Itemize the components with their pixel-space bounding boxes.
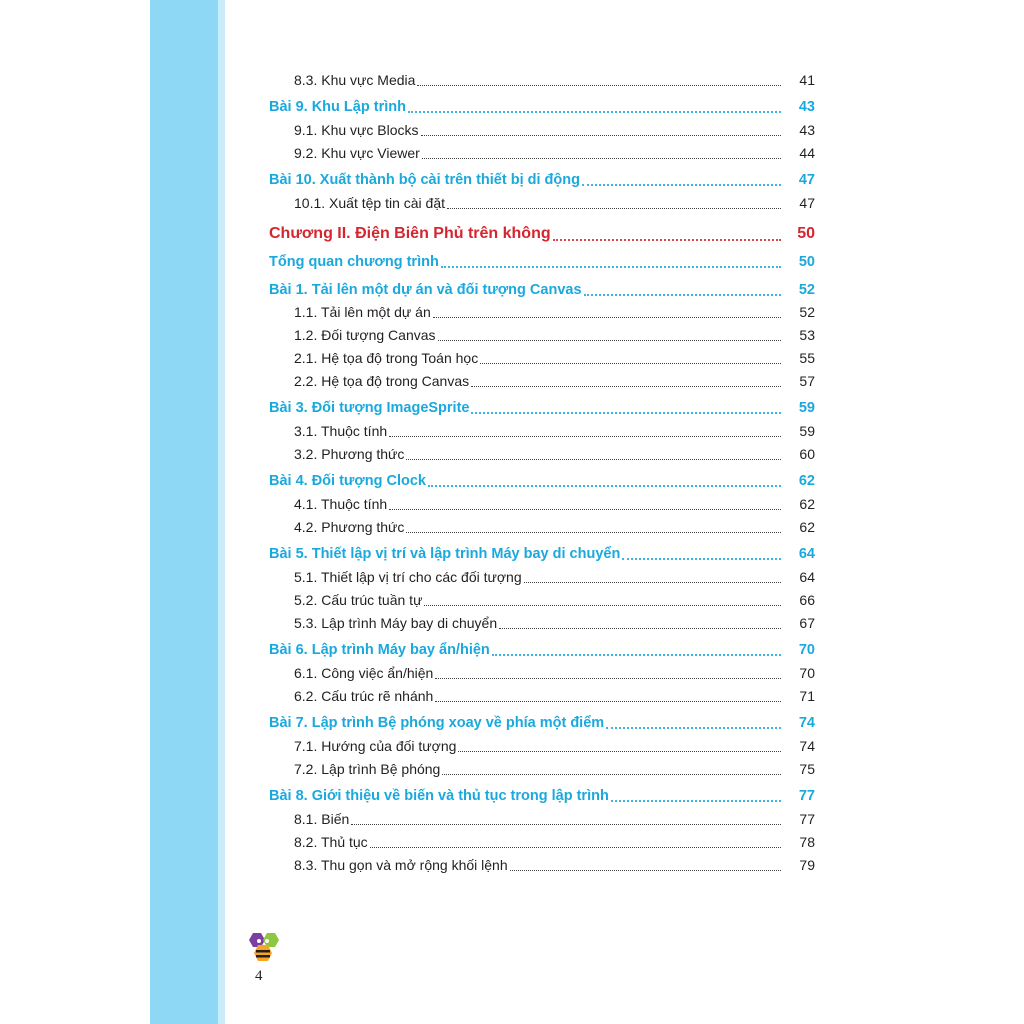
toc-entry-page: 59 <box>799 423 815 439</box>
toc-entry-page: 52 <box>799 304 815 320</box>
toc-entry-title: Bài 9. Khu Lập trình <box>269 99 406 115</box>
toc-entry-sub <box>0 517 1024 537</box>
toc-entry-lesson <box>0 170 1024 190</box>
toc-dot-leader <box>458 751 781 752</box>
toc-entry-title: Bài 8. Giới thiệu về biến và thủ tục trong lập trình <box>269 788 609 804</box>
toc-entry-lesson <box>0 471 1024 491</box>
toc-entry-page: 52 <box>798 282 815 298</box>
toc-entry-lesson <box>0 97 1024 117</box>
toc-entry-title: 4.1. Thuộc tính <box>294 496 388 512</box>
toc-entry-page: 64 <box>799 569 815 585</box>
toc-dot-leader <box>389 509 781 510</box>
toc-entry-title: Bài 3. Đối tượng ImageSprite <box>269 400 470 416</box>
toc-entry-lesson <box>0 640 1024 660</box>
toc-entry-title: 8.1. Biến <box>294 811 350 827</box>
toc-entry-page: 70 <box>798 642 815 658</box>
toc-dot-leader <box>406 532 781 533</box>
toc-entry-page: 57 <box>799 373 815 389</box>
toc-dot-leader <box>622 558 781 560</box>
toc-entry-page: 74 <box>798 715 815 731</box>
toc-entry-page: 79 <box>799 857 815 873</box>
toc-entry-sub <box>0 494 1024 514</box>
toc-dot-leader <box>471 412 781 414</box>
toc-entry-page: 62 <box>798 473 815 489</box>
toc-entry-page: 47 <box>799 195 815 211</box>
toc-entry-page: 43 <box>798 99 815 115</box>
toc-entry-sub <box>0 567 1024 587</box>
toc-entry-title: 2.2. Hệ tọa độ trong Canvas <box>294 373 470 389</box>
toc-dot-leader <box>524 582 781 583</box>
toc-dot-leader <box>433 317 781 318</box>
toc-entry-lesson <box>0 398 1024 418</box>
toc-entry-sub <box>0 613 1024 633</box>
toc-entry-page: 77 <box>799 811 815 827</box>
toc-dot-leader <box>441 266 781 268</box>
toc-dot-leader <box>442 774 781 775</box>
toc-entry-title: 3.1. Thuộc tính <box>294 423 388 439</box>
toc-entry-page: 59 <box>798 400 815 416</box>
toc-dot-leader <box>438 340 781 341</box>
toc-entry-title: 10.1. Xuất tệp tin cài đặt <box>294 195 445 211</box>
toc-dot-leader <box>611 800 781 802</box>
toc-dot-leader <box>435 701 781 702</box>
toc-entry-sub <box>0 809 1024 829</box>
toc-dot-leader <box>584 294 781 296</box>
toc-entry-title: Bài 6. Lập trình Máy bay ẩn/hiện <box>269 642 490 658</box>
toc-dot-leader <box>553 239 781 241</box>
toc-entry-lesson <box>0 713 1024 733</box>
toc-entry-title: 5.2. Cấu trúc tuần tự <box>294 592 423 608</box>
toc-dot-leader <box>424 605 781 606</box>
toc-entry-chapter <box>0 223 1024 245</box>
toc-entry-sub <box>0 759 1024 779</box>
toc-entry-sub <box>0 120 1024 140</box>
toc-entry-title: 9.1. Khu vực Blocks <box>294 122 419 138</box>
toc-entry-page: 75 <box>799 761 815 777</box>
toc-entry-page: 60 <box>799 446 815 462</box>
toc-dot-leader <box>492 654 781 656</box>
toc-entry-title: 8.3. Thu gọn và mở rộng khối lệnh <box>294 857 508 873</box>
toc-dot-leader <box>408 111 781 113</box>
toc-entry-sub <box>0 325 1024 345</box>
toc-entry-lesson <box>0 280 1024 300</box>
toc-entry-title: Chương II. Điện Biên Phủ trên không <box>269 225 551 242</box>
toc-entry-title: Bài 4. Đối tượng Clock <box>269 473 426 489</box>
page-number: 4 <box>255 968 263 984</box>
toc-entry-lesson <box>0 786 1024 806</box>
toc-entry-page: 53 <box>799 327 815 343</box>
toc-entry-page: 77 <box>798 788 815 804</box>
toc-entry-page: 62 <box>799 496 815 512</box>
toc-entry-title: Bài 10. Xuất thành bộ cài trên thiết bị di động <box>269 172 580 188</box>
toc-dot-leader <box>510 870 781 871</box>
toc-entry-title: 1.2. Đối tượng Canvas <box>294 327 436 343</box>
toc-dot-leader <box>351 824 781 825</box>
toc-entry-title: 2.1. Hệ tọa độ trong Toán học <box>294 350 479 366</box>
toc-entry-title: 5.1. Thiết lập vị trí cho các đối tượng <box>294 569 522 585</box>
toc-entry-page: 41 <box>799 72 815 88</box>
hexagon-bee-icon <box>243 932 283 968</box>
toc-entry-lesson <box>0 252 1024 272</box>
toc-entry-sub <box>0 371 1024 391</box>
toc-entry-title: 6.2. Cấu trúc rẽ nhánh <box>294 688 434 704</box>
toc-entry-title: 7.1. Hướng của đối tượng <box>294 738 457 754</box>
toc-entry-sub <box>0 444 1024 464</box>
toc-entry-page: 47 <box>798 172 815 188</box>
toc-entry-sub <box>0 832 1024 852</box>
toc-entry-page: 67 <box>799 615 815 631</box>
toc-entry-page: 78 <box>799 834 815 850</box>
toc-entry-title: 6.1. Công việc ẩn/hiện <box>294 665 434 681</box>
toc-entry-lesson <box>0 544 1024 564</box>
toc-dot-leader <box>389 436 781 437</box>
toc-dot-leader <box>422 158 781 159</box>
toc-dot-leader <box>480 363 781 364</box>
toc-dot-leader <box>471 386 781 387</box>
toc-entry-title: 4.2. Phương thức <box>294 519 405 535</box>
toc-entry-title: 1.1. Tải lên một dự án <box>294 304 431 320</box>
toc-entry-page: 50 <box>798 254 815 270</box>
toc-entry-sub <box>0 855 1024 875</box>
toc-entry-sub <box>0 302 1024 322</box>
toc-dot-leader <box>435 678 781 679</box>
toc-entry-page: 64 <box>798 546 815 562</box>
toc-dot-leader <box>370 847 781 848</box>
toc-dot-leader <box>499 628 781 629</box>
toc-entry-title: Bài 5. Thiết lập vị trí và lập trình Máy bay di chuyển <box>269 546 621 562</box>
toc-entry-title: 5.3. Lập trình Máy bay di chuyển <box>294 615 498 631</box>
toc-entry-page: 55 <box>799 350 815 366</box>
toc-entry-page: 50 <box>797 225 815 242</box>
toc-entry-page: 44 <box>799 145 815 161</box>
toc-entry-title: Bài 1. Tải lên một dự án và đối tượng Canvas <box>269 282 582 298</box>
toc-entry-title: 8.2. Thủ tục <box>294 834 368 850</box>
toc-entry-title: 7.2. Lập trình Bệ phóng <box>294 761 441 777</box>
toc-entry-title: 3.2. Phương thức <box>294 446 405 462</box>
toc-dot-leader <box>582 184 781 186</box>
toc-entry-page: 66 <box>799 592 815 608</box>
toc-entry-sub <box>0 70 1024 90</box>
toc-entry-sub <box>0 686 1024 706</box>
toc-dot-leader <box>421 135 781 136</box>
toc-entry-page: 43 <box>799 122 815 138</box>
toc-entry-sub <box>0 590 1024 610</box>
toc-entry-page: 62 <box>799 519 815 535</box>
toc-dot-leader <box>406 459 781 460</box>
toc-dot-leader <box>417 85 781 86</box>
toc-entry-title: 8.3. Khu vực Media <box>294 72 416 88</box>
toc-entry-sub <box>0 663 1024 683</box>
toc-entry-sub <box>0 421 1024 441</box>
toc-entry-sub <box>0 348 1024 368</box>
toc-entry-sub <box>0 143 1024 163</box>
toc-dot-leader <box>428 485 781 487</box>
toc-entry-page: 74 <box>799 738 815 754</box>
toc-dot-leader <box>447 208 781 209</box>
toc-entry-sub <box>0 193 1024 213</box>
toc-dot-leader <box>606 727 781 729</box>
toc-entry-title: Tổng quan chương trình <box>269 254 439 270</box>
toc-entry-page: 71 <box>799 688 815 704</box>
toc-entry-title: 9.2. Khu vực Viewer <box>294 145 420 161</box>
toc-entry-page: 70 <box>799 665 815 681</box>
toc-entry-title: Bài 7. Lập trình Bệ phóng xoay về phía một điểm <box>269 715 605 731</box>
toc-entry-sub <box>0 736 1024 756</box>
